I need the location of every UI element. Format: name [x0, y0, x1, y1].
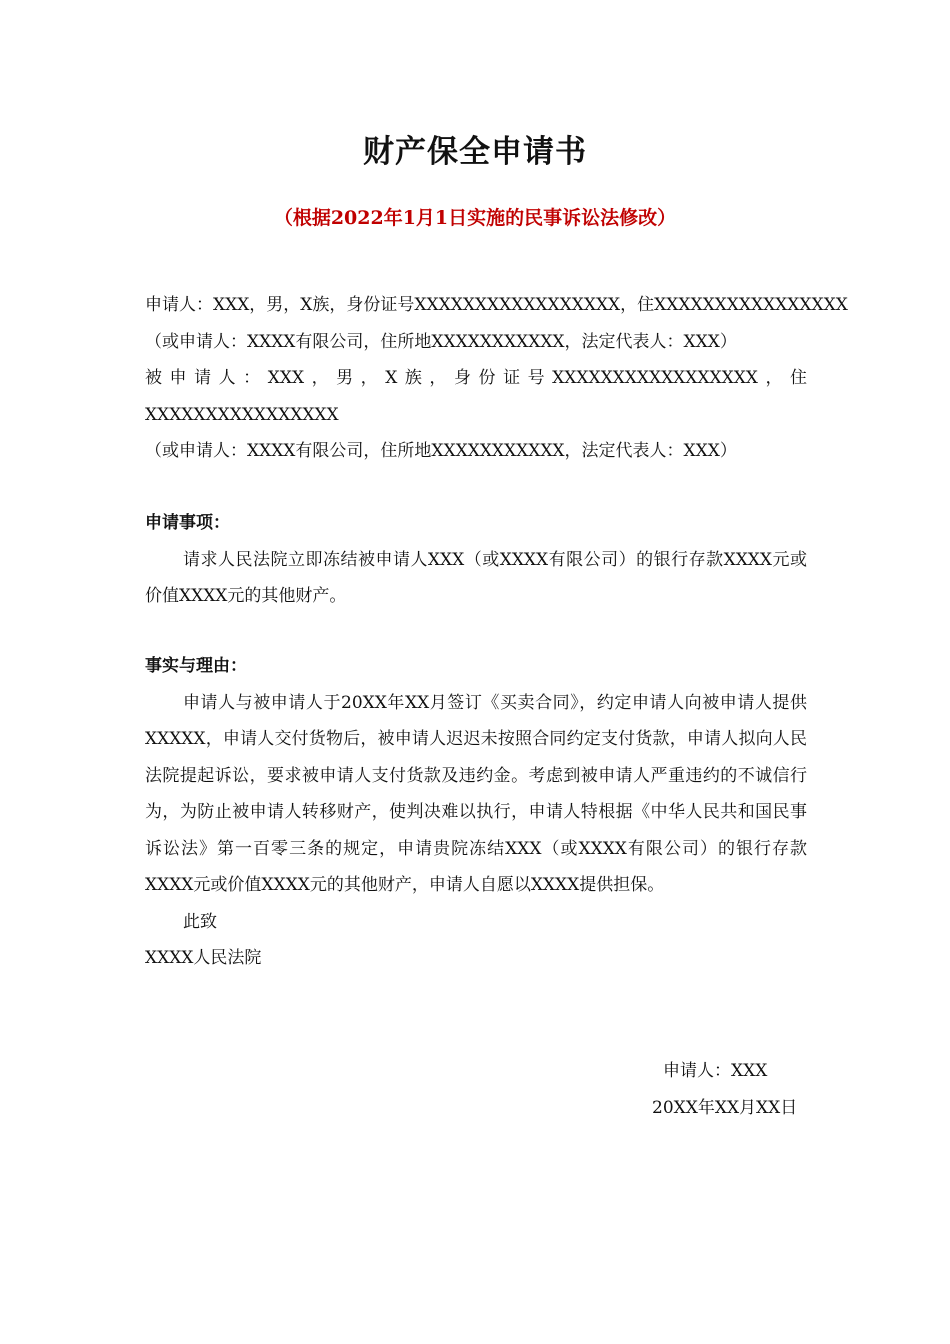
- parties-section: [145, 287, 848, 470]
- applicant-line: 申请人：XXX，男，X族，身份证号XXXXXXXXXXXXXXXXX，住XXXXXXXXXXXXXXXX: [145, 295, 848, 315]
- respondent-line-1: 被申请人：XXX，男，X族，身份证号XXXXXXXXXXXXXXXXX，住: [145, 368, 807, 388]
- request-heading: 申请事项：: [145, 513, 230, 533]
- respondent-alt-line: （或申请人：XXXX有限公司，住所地XXXXXXXXXXX，法定代表人：XXX）: [145, 441, 737, 461]
- document-subtitle: （根据2022年1月1日实施的民事诉讼法修改）: [273, 207, 677, 229]
- closing-salutation: 此致: [183, 911, 217, 932]
- signature-applicant: 申请人：XXX: [663, 1061, 768, 1081]
- court-name: XXXX人民法院: [145, 948, 262, 968]
- request-paragraph: 请求人民法院立即冻结被申请人XXX（或XXXX有限公司）的银行存款XXXX元或价值XXXX元的其他财产。: [145, 549, 807, 606]
- facts-section: [145, 648, 807, 977]
- facts-heading: 事实与理由：: [145, 656, 247, 676]
- respondent-line-2: XXXXXXXXXXXXXXXX: [145, 404, 339, 425]
- facts-paragraph: 申请人与被申请人于20XX年XX月签订《买卖合同》，约定申请人向被申请人提供XXXXX，申请人交付货物后，被申请人迟迟未按照合同约定支付货款，申请人拟向人民法院提起诉讼，要求被申请人支付货款及违约金。考虑到被申请人严重违约的不诚信行为，为防止被申请人转移财产，使判决难以执行，申请人特根据《中华人民共和国民事诉讼法》第一百零三条的规定，申请贵院冻结XXX（或XXXX有限公司）的银行存款XXXX元或价值XXXX元的其他财产，申请人自愿以XXXX提供担保。: [145, 692, 807, 895]
- request-section: [145, 505, 807, 615]
- applicant-alt-line: （或申请人：XXXX有限公司，住所地XXXXXXXXXXX，法定代表人：XXX）: [145, 331, 737, 352]
- document-title: 财产保全申请书: [363, 134, 587, 170]
- signature-date: 20XX年XX月XX日: [652, 1098, 798, 1118]
